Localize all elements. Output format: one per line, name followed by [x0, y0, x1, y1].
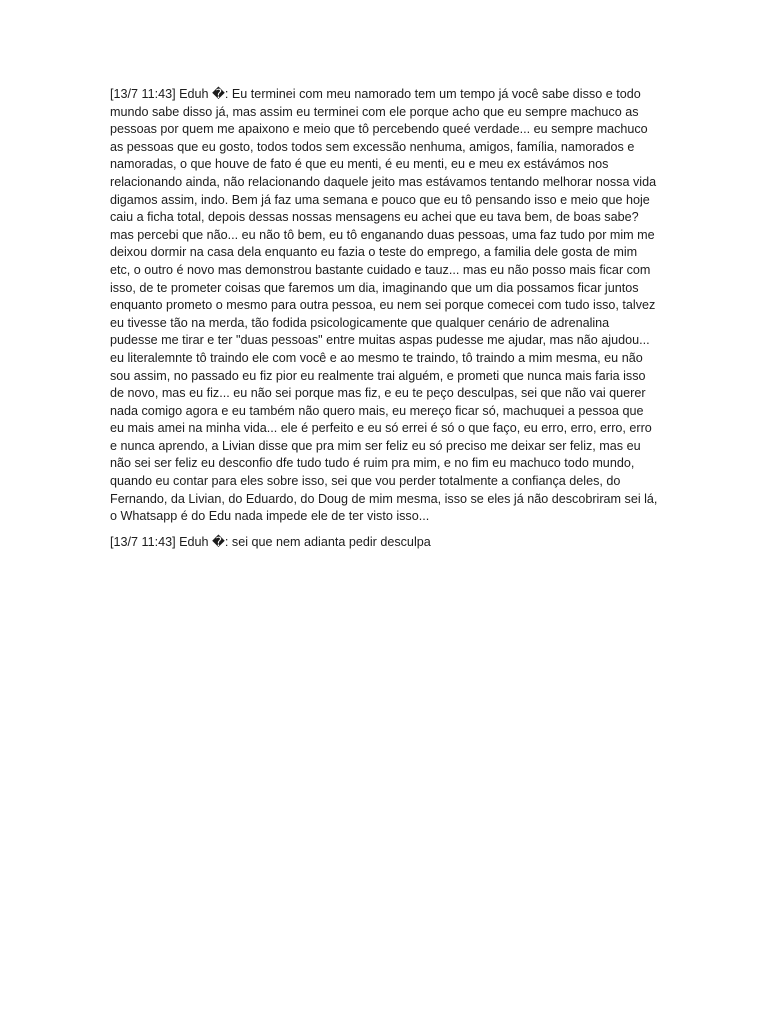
- chat-message: [13/7 11:43] Eduh �: sei que nem adianta pedir desculpa: [110, 534, 431, 549]
- chat-message: [13/7 11:43] Eduh �: Eu terminei com meu namorado tem um tempo já você sabe disso e todo mundo sabe disso já, mas assim eu terminei com ele porque acho que eu sempre machuco as pessoas por quem me apaixono e meio que tô percebendo queé verdade... eu sempre machuco as pessoas que eu gosto, todos todos sem excessão nenhuma, amigos, família, namorados e namoradas, o que houve de fato é que eu menti, é eu menti, eu e meu ex estávámos nos relacionando ainda, não relacionando daquele jeito mas estávamos tentando melhorar nossa vida digamos assim, indo. Bem já faz uma semana e pouco que eu tô pensando isso e meio que hoje caiu a ficha total, depois dessas nossas mensagens eu achei que eu tava bem, de boas sabe? mas percebi que não... eu não tô bem, eu tô enganando duas pessoas, uma faz tudo por mim me deixou dormir na casa dela enquanto eu fazia o teste do emprego, a familia dele gosta de mim etc, o outro é novo mas demonstrou bastante cuidado e tauz... mas eu não posso mais ficar com isso, de te prometer coisas que faremos um dia, imaginando que um dia possamos ficar juntos enquanto prometo o mesmo para outra pessoa, eu nem sei porque comecei com tudo isso, talvez eu tivesse tão na merda, tão fodida psicologicamente que qualquer cenário de adrenalina pudesse me tirar e ter "duas pessoas" entre muitas aspas pudesse me ajudar, mas não ajudou... eu literalemnte tô traindo ele com você e ao mesmo te traindo, tô traindo a mim mesma, eu não sou assim, no passado eu fiz pior eu realmente trai alguém, e prometi que nunca mais faria isso de novo, mas eu fiz... eu não sei porque mas fiz, e eu te peço desculpas, sei que não vai querer nada comigo agora e eu também não quero mais, eu mereço ficar só, machuquei a pessoa que eu mais amei na minha vida... ele é perfeito e eu só errei é só o que faço, eu erro, erro, erro, erro e nunca aprendo, a Livian disse que pra mim ser feliz eu só preciso me deixar ser feliz, mas eu não sei ser feliz eu desconfio dfe tudo tudo é ruim pra mim, e no fim eu machuco todo mundo, quando eu contar para eles sobre isso, sei que vou perder totalmente a confiança deles, do Fernando, da Livian, do Eduardo, do Doug de mim mesma, isso se eles já não descobriram sei lá, o Whatsapp é do Edu nada impede ele de ter visto isso...: [110, 87, 658, 524]
- document-body: [110, 86, 660, 559]
